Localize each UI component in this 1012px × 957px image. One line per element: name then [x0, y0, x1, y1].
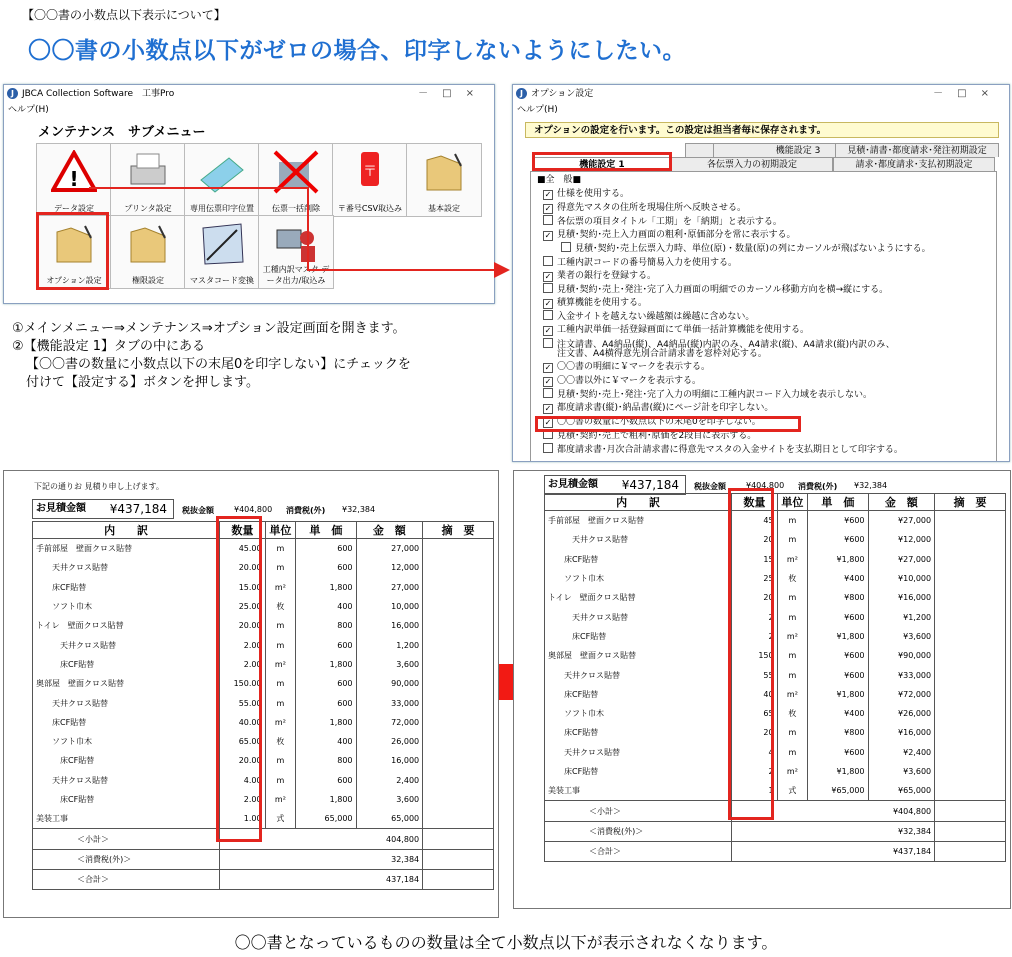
pretax-value: ¥404,800	[746, 481, 785, 490]
option-label: 注文請書、A4納品(縦)、A4納品(縦)内訳のみ、A4請求(縦)、A4請求(縦)内訳のみ、	[557, 339, 895, 350]
option-row[interactable]	[557, 348, 767, 360]
option-row[interactable]	[543, 297, 647, 309]
svg-text:!: !	[69, 167, 79, 191]
tile-label: データ設定	[54, 204, 94, 213]
table-row: 天井クロス貼替 55 m ¥600 ¥33,000	[545, 665, 1006, 684]
checkbox[interactable]	[543, 388, 553, 398]
checkbox[interactable]: ✓	[544, 203, 552, 213]
tile-label: マスタコード変換	[190, 276, 254, 285]
total-label: お見積金額	[36, 503, 86, 514]
option-highlight	[535, 416, 801, 432]
pretax-label: 税抜金額	[694, 482, 726, 491]
option-label: 〇〇書の明細に￥マークを表示する。	[557, 362, 711, 373]
tile-label: 基本設定	[428, 204, 460, 213]
tax-label: 消費税(外)	[798, 482, 838, 491]
pretax-label: 税抜金額	[182, 506, 214, 515]
total-value: ¥437,184	[109, 502, 167, 516]
checkbox[interactable]	[543, 338, 553, 348]
options-menubar[interactable]: ヘルプ(H)	[517, 105, 558, 115]
total-value: ¥437,184	[621, 478, 679, 492]
estimate-note: 下記の通りお 見積り申し上げます。	[34, 482, 164, 491]
table-row: 床CF貼替 15.00 m² 1,800 27,000	[33, 578, 494, 597]
table-row: 天井クロス貼替 2 m ¥600 ¥1,200	[545, 607, 1006, 626]
option-label: 工種内訳単価一括登録画面にて単価一括計算機能を使用する。	[557, 325, 810, 335]
option-row[interactable]	[543, 375, 701, 387]
checkbox[interactable]	[543, 215, 553, 225]
table-row: ソフト巾木 25 枚 ¥400 ¥10,000	[545, 569, 1006, 588]
maintenance-menubar[interactable]: ヘルプ(H)	[8, 105, 49, 115]
option-label: 積算機能を使用する。	[557, 297, 648, 308]
checkbox[interactable]	[543, 283, 553, 293]
total-row: ＜合計＞ 437,184	[33, 870, 494, 890]
option-row[interactable]	[543, 283, 888, 296]
option-label: 注文書、A4横得意先別合計請求書を窓枠対応する。	[557, 348, 767, 359]
checkbox[interactable]: ✓	[544, 404, 552, 413]
checkbox[interactable]: ✓	[544, 363, 552, 373]
table-row: トイレ 壁面クロス貼替 20.00 m 800 16,000	[33, 616, 494, 635]
total-row: ＜消費税(外)＞ ¥32,384	[545, 821, 1006, 841]
instruction-step-2c: 付けて【設定する】ボタンを押します。	[26, 375, 259, 390]
table-row: 床CF貼替 20.00 m 800 16,000	[33, 751, 494, 770]
instruction-step-2b: 【〇〇書の数量に小数点以下の末尾0を印字しない】にチェックを	[26, 357, 411, 372]
qty-highlight-before	[216, 516, 262, 842]
qty-highlight-after	[728, 488, 774, 820]
option-row[interactable]	[543, 324, 809, 336]
table-row: 奥部屋 壁面クロス貼替 150 m ¥600 ¥90,000	[545, 646, 1006, 665]
option-row[interactable]	[543, 388, 872, 401]
tab-mitsumori-initial[interactable]: 見積･請書･都度請求･発注初期設定	[835, 143, 999, 157]
option-label: 業者の銀行を登録する。	[557, 270, 657, 281]
tile-label: プリンタ設定	[124, 204, 172, 213]
table-row: 手前部屋 壁面クロス貼替 45.00 m 600 27,000	[33, 539, 494, 559]
tile-label: 工種内訳マスタ データ出力/取込み	[262, 265, 330, 285]
total-box	[32, 499, 174, 519]
option-row[interactable]	[543, 402, 773, 414]
table-row: 床CF貼替 40.00 m² 1,800 72,000	[33, 713, 494, 732]
route-arrow	[89, 188, 508, 270]
options-titlebar	[513, 85, 1009, 103]
table-row: ソフト巾木 65.00 枚 400 26,000	[33, 732, 494, 751]
tile-label: 〒番号CSV取込み	[337, 204, 403, 213]
table-row: ソフト巾木 25.00 枚 400 10,000	[33, 597, 494, 616]
option-label: 工種内訳コードの番号簡易入力を使用する。	[557, 258, 738, 268]
tax-value: ¥32,384	[854, 481, 888, 490]
option-label: 得意先マスタの住所を現場住所へ反映させる。	[557, 202, 747, 213]
svg-text:〒: 〒	[363, 164, 377, 180]
tab-denpyo-initial[interactable]: 各伝票入力の初期設定	[671, 157, 833, 171]
checkbox[interactable]	[561, 242, 571, 252]
option-label: 〇〇書の数量に小数点以下の末尾0を印字しない。	[557, 416, 761, 427]
footer-note: 〇〇書となっているものの数量は全て小数点以下が表示されなくなります。	[234, 933, 778, 952]
table-row: 手前部屋 壁面クロス貼替 45 m ¥600 ¥27,000	[545, 511, 1006, 531]
table-row: 床CF貼替 2 m² ¥1,800 ¥3,600	[545, 627, 1006, 646]
option-row[interactable]	[543, 256, 737, 269]
option-row[interactable]	[543, 229, 796, 241]
tab-kinou-3[interactable]: 機能設定 3	[713, 143, 883, 157]
total-row: ＜消費税(外)＞ 32,384	[33, 849, 494, 869]
tab-highlight	[532, 152, 672, 171]
table-row: 床CF貼替 2.00 m² 1,800 3,600	[33, 790, 494, 809]
maintenance-heading: メンテナンス サブメニュー	[38, 125, 206, 140]
instruction-step-2: ②【機能設定 1】タブの中にある	[12, 339, 206, 354]
option-label: 見積･契約･売上で粗利･原価を2段目に表示する。	[557, 431, 757, 442]
checkbox[interactable]: ✓	[544, 376, 552, 386]
app-logo-icon: J	[7, 88, 18, 99]
table-row: 天井クロス貼替 20 m ¥600 ¥12,000	[545, 530, 1006, 549]
option-label: 各伝票の項目タイトル「工期」を「納期」と表示する。	[557, 217, 782, 228]
option-row[interactable]	[543, 310, 754, 323]
table-row: 美装工事 1 式 ¥65,000 ¥65,000	[545, 781, 1006, 801]
table-header: 内 訳 数量 単位 単 価 金 額 摘 要	[33, 522, 494, 539]
tile-label: 伝票一括削除	[272, 204, 320, 213]
options-window-title: オプション設定	[531, 89, 594, 99]
table-row: 床CF貼替 15 m² ¥1,800 ¥27,000	[545, 550, 1006, 569]
section-heading: ■全 般■	[537, 175, 582, 185]
total-box	[544, 475, 686, 495]
maintenance-window-title: JBCA Collection Software 工事Pro	[22, 89, 175, 99]
table-row: 天井クロス貼替 2.00 m 600 1,200	[33, 635, 494, 654]
tile-label: 権限設定	[132, 276, 164, 285]
option-label: 見積･契約･売上伝票入力時、単位(原)・数量(原)の列にカーソルが飛ばないようにする。	[575, 244, 931, 255]
option-label: 見積･契約･売上･発注･完了入力の明細に工種内訳コード入力域を表示しない。	[557, 390, 873, 401]
options-banner: オプションの設定を行います。この設定は担当者毎に保存されます。	[525, 122, 999, 138]
option-row[interactable]	[543, 361, 710, 373]
table-row: 天井クロス貼替 55.00 m 600 33,000	[33, 693, 494, 712]
option-label: 見積･契約･売上･発注･完了入力画面の明細でのカーソル移動方向を横→縦にする。	[557, 285, 889, 296]
checkbox[interactable]: ✓	[544, 190, 552, 199]
pretax-value: ¥404,800	[234, 505, 273, 514]
instructions	[12, 320, 482, 392]
table-row: 天井クロス貼替 20.00 m 600 12,000	[33, 558, 494, 577]
table-header: 内 訳 数量 単位 単 価 金 額 摘 要	[545, 494, 1006, 511]
window-controls[interactable]: －□×	[933, 88, 1003, 99]
option-label: 入金サイトを越えない繰越額は繰越に含めない。	[557, 312, 755, 323]
window-controls[interactable]: －□×	[418, 88, 488, 99]
option-row[interactable]	[543, 443, 903, 456]
table-row: 美装工事 1.00 式 65,000 65,000	[33, 809, 494, 829]
checkbox[interactable]	[543, 443, 553, 453]
option-row[interactable]	[543, 188, 629, 200]
table-row: 床CF貼替 2.00 m² 1,800 3,600	[33, 655, 494, 674]
table-row: 床CF貼替 20 m ¥800 ¥16,000	[545, 723, 1006, 742]
option-label: 〇〇書以外に￥マークを表示する。	[557, 375, 702, 386]
option-row[interactable]	[543, 202, 746, 214]
option-label: 都度請求書･月次合計請求書に得意先マスタの入金サイトを支払期日として印字する。	[557, 444, 903, 455]
tab-kinou-1[interactable]: 機能設定 1	[533, 157, 671, 171]
checkbox[interactable]	[543, 256, 553, 266]
option-row[interactable]	[561, 242, 931, 255]
table-row: トイレ 壁面クロス貼替 20 m ¥800 ¥16,000	[545, 588, 1006, 607]
tab-seikyu-initial[interactable]: 請求･都度請求･支払初期設定	[833, 157, 995, 171]
option-label: 仕様を使用する。	[557, 189, 630, 199]
option-label: 見積･契約･売上入力画面の粗利･原価部分を常に表示する。	[557, 229, 796, 240]
table-row: 床CF貼替 40 m² ¥1,800 ¥72,000	[545, 685, 1006, 704]
table-row: ソフト巾木 65 枚 ¥400 ¥26,000	[545, 704, 1006, 723]
tile-highlight	[36, 212, 109, 290]
tile-label: オプション設定	[46, 276, 102, 285]
total-row: ＜小計＞ 404,800	[33, 829, 494, 849]
checkbox[interactable]: ✓	[544, 298, 552, 308]
option-label: 都度請求書(縦)･納品書(縦)にページ計を印字しない。	[557, 403, 774, 413]
checkbox[interactable]: ✓	[544, 326, 552, 335]
checkbox[interactable]: ✓	[544, 271, 552, 281]
table-row: 床CF貼替 2 m² ¥1,800 ¥3,600	[545, 762, 1006, 781]
options-window	[512, 84, 1010, 462]
tile-label: 専用伝票印字位置	[190, 204, 254, 213]
checkbox[interactable]: ✓	[544, 417, 552, 427]
option-row[interactable]	[543, 215, 782, 228]
tax-label: 消費税(外)	[286, 506, 326, 515]
estimate-table-after	[544, 493, 1006, 862]
total-row: ＜合計＞ ¥437,184	[545, 842, 1006, 862]
checkbox[interactable]	[543, 310, 553, 320]
table-row: 天井クロス貼替 4.00 m 600 2,400	[33, 771, 494, 790]
checkbox[interactable]: ✓	[544, 230, 552, 240]
estimate-table-before	[32, 521, 494, 890]
total-label: お見積金額	[548, 479, 598, 490]
page-subtitle: 【〇〇書の小数点以下表示について】	[22, 8, 226, 22]
tax-value: ¥32,384	[342, 505, 376, 514]
table-row: 天井クロス貼替 4 m ¥600 ¥2,400	[545, 743, 1006, 762]
page-title: 〇〇書の小数点以下がゼロの場合、印字しないようにしたい。	[28, 38, 686, 64]
instruction-step-1: ①メインメニュー⇒メンテナンス⇒オプション設定画面を開きます。	[12, 321, 406, 336]
table-row: 奥部屋 壁面クロス貼替 150.00 m 600 90,000	[33, 674, 494, 693]
option-row[interactable]	[543, 270, 656, 282]
total-row: ＜小計＞ ¥404,800	[545, 801, 1006, 821]
app-logo-icon: J	[516, 88, 527, 99]
